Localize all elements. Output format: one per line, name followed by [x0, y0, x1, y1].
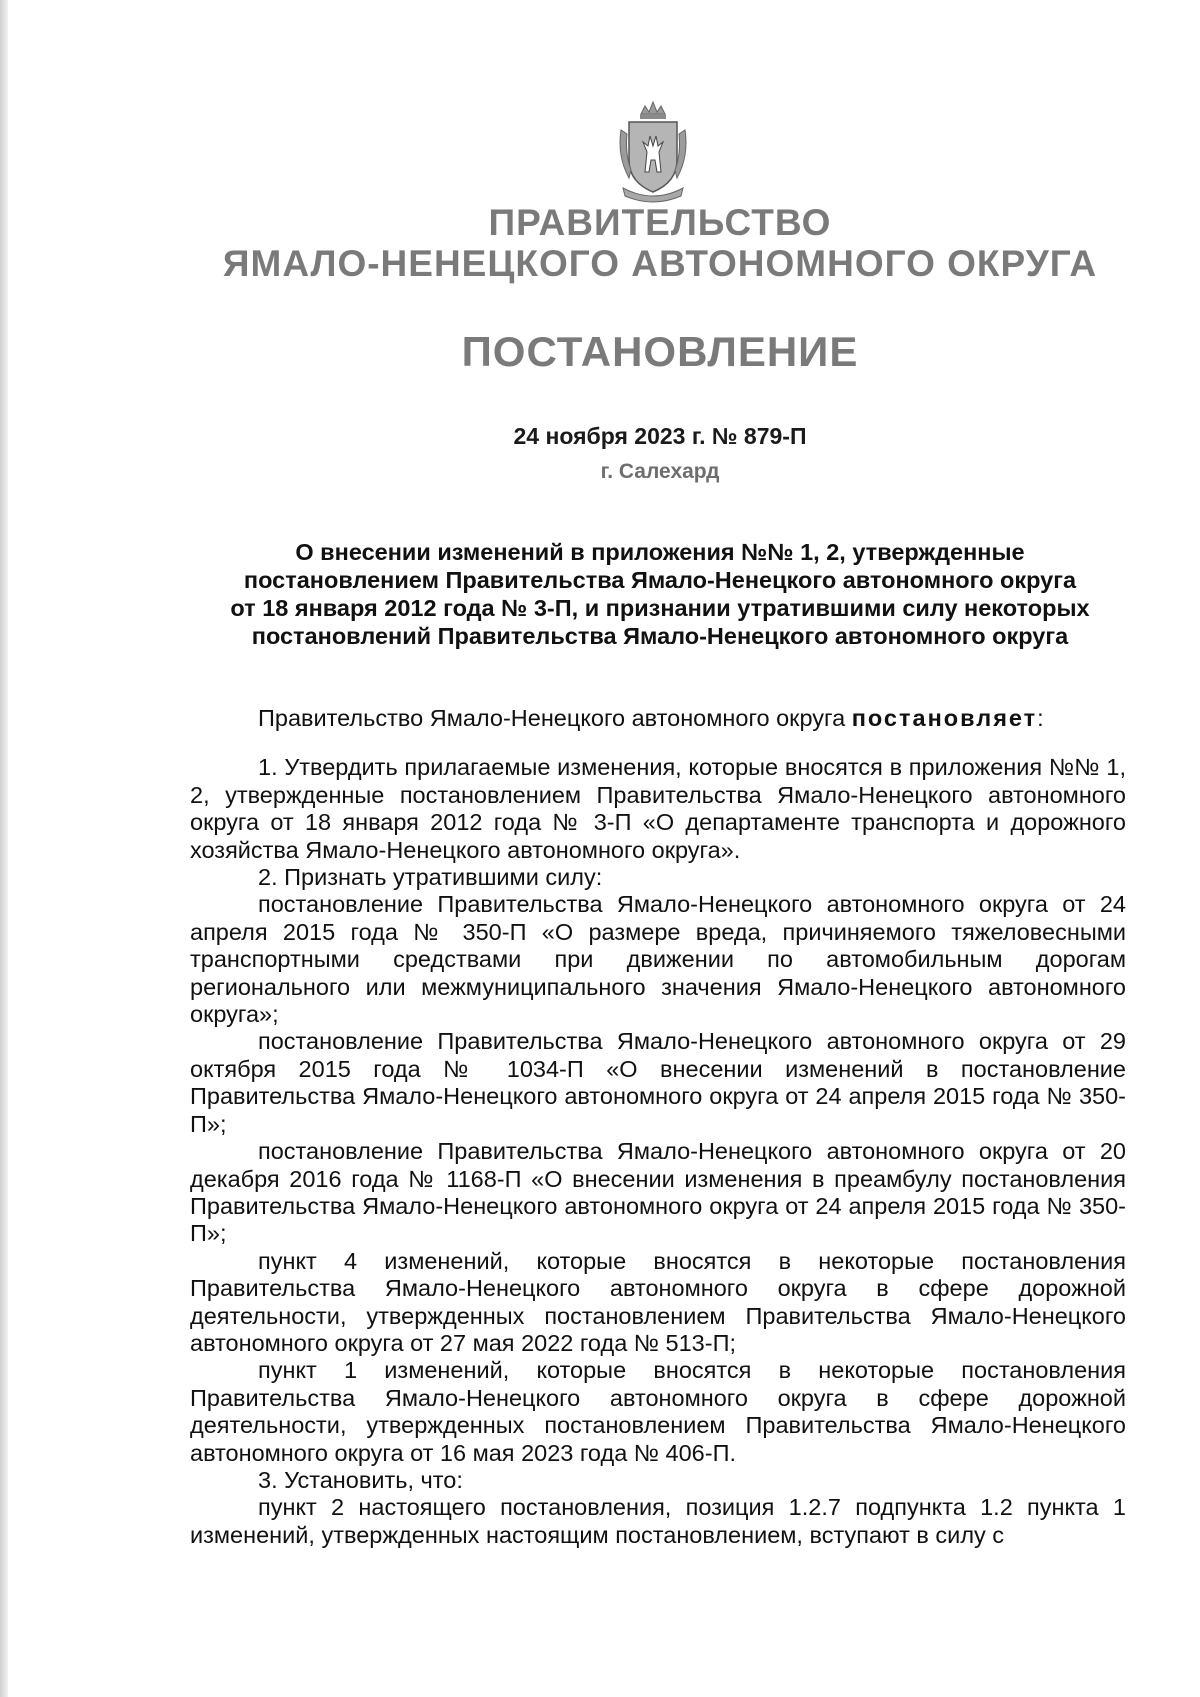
paragraph-2-item: постановление Правительства Ямало-Ненецкого автономного округа от 20 декабря 2016 года № 1168-П «О внесении изменения в преамбулу постановления Правительства Ямало-Ненецкого автономного округа от 24 апреля 2015 года № 350-П»; — [190, 1138, 1126, 1247]
subject-line: от 18 января 2012 года № 3-П, и признании утратившими силу некоторых — [230, 595, 1090, 621]
paragraph-2: 2. Признать утратившими силу: — [258, 864, 603, 891]
subject-line: постановлений Правительства Ямало-Ненецкого автономного округа — [251, 623, 1069, 649]
paragraph-3-item: пункт 2 настоящего постановления, позиция 1.2.7 подпункта 1.2 пункта 1 изменений, утвержденных настоящим постановлением, вступают в силу с — [190, 1494, 1126, 1548]
paragraph-3: 3. Установить, что: — [258, 1466, 463, 1493]
document-body — [190, 705, 1126, 1549]
preamble-colon: : — [1037, 705, 1044, 731]
preamble-keyword: постановляет — [851, 705, 1038, 731]
government-title-line1: ПРАВИТЕЛЬСТВО — [488, 202, 832, 243]
government-title-line2: ЯМАЛО-НЕНЕЦКОГО АВТОНОМНОГО ОКРУГА — [222, 243, 1098, 284]
preamble — [190, 705, 1126, 732]
preamble-text: Правительство Ямало-Ненецкого автономного округа — [258, 705, 852, 731]
document-city: г. Салехард — [600, 460, 720, 483]
paragraph-2-item: постановление Правительства Ямало-Ненецкого автономного округа от 24 апреля 2015 года № 350-П «О размере вреда, причиняемого тяжеловесными транспортными средствами при движении по автомобильным дорогам регионального или межмуниципального значения Ямало-Ненецкого автономного округа»; — [190, 891, 1126, 1028]
paragraph-2-item: пункт 4 изменений, которые вносятся в некоторые постановления Правительства Ямало-Ненецкого автономного округа в сфере дорожной деятельности, утвержденных постановлением Правительства Ямало-Ненецкого автономного округа от 27 мая 2022 года № 513-П; — [190, 1247, 1126, 1356]
document-date-number: 24 ноября 2023 г. № 879-П — [513, 423, 807, 449]
coat-of-arms-icon — [615, 100, 691, 204]
subject-line: О внесении изменений в приложения №№ 1, 2, утвержденные — [295, 539, 1025, 565]
document-subject — [190, 538, 1130, 650]
paragraph-1: 1. Утвердить прилагаемые изменения, которые вносятся в приложения №№ 1, 2, утвержденные постановлением Правительства Ямало-Ненецкого автономного округа от 18 января 2012 года № 3-П «О департаменте транспорта и дорожного хозяйства Ямало-Ненецкого автономного округа». — [190, 754, 1126, 863]
document-type-title: ПОСТАНОВЛЕНИЕ — [461, 328, 859, 375]
subject-line: постановлением Правительства Ямало-Ненецкого автономного округа — [243, 567, 1077, 593]
paragraph-2-item: пункт 1 изменений, которые вносятся в некоторые постановления Правительства Ямало-Ненецкого автономного округа в сфере дорожной деятельности, утвержденных постановлением Правительства Ямало-Ненецкого автономного округа от 16 мая 2023 года № 406-П. — [190, 1357, 1126, 1466]
paragraph-2-item: постановление Правительства Ямало-Ненецкого автономного округа от 29 октября 2015 года № 1034-П «О внесении изменений в постановление Правительства Ямало-Ненецкого автономного округа от 24 апреля 2015 года № 350-П»; — [190, 1028, 1126, 1137]
